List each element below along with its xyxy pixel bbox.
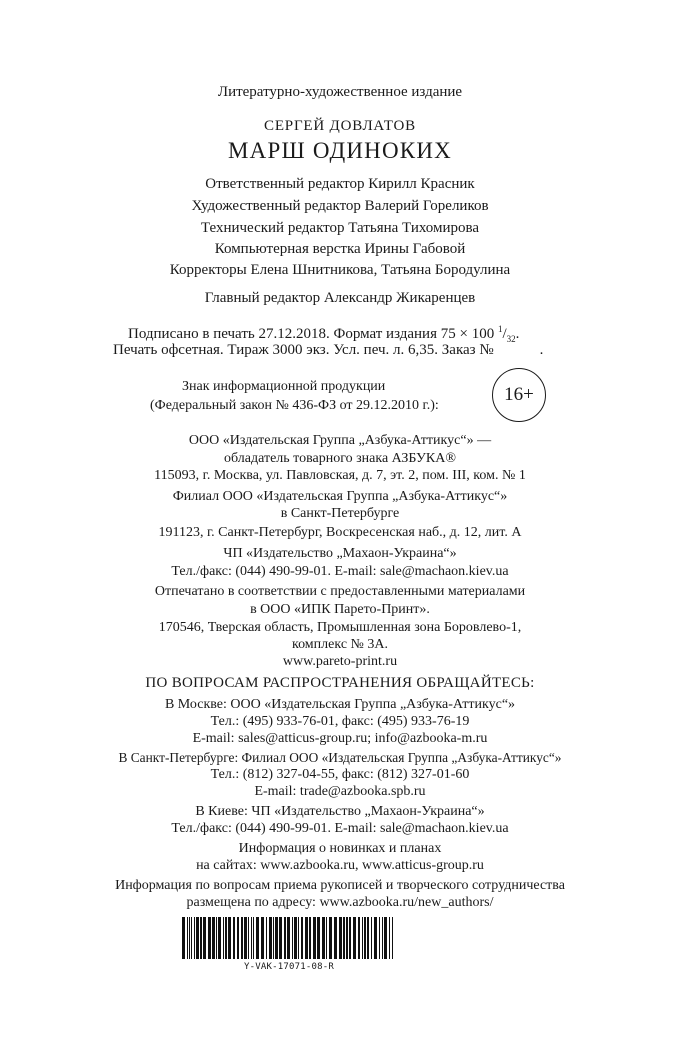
news-line: Информация о новинках и планах bbox=[238, 841, 442, 856]
spb-line: В Санкт-Петербурге: Филиал ООО «Издательская Группа „Азбука-Аттикус“» bbox=[118, 750, 562, 765]
kiev-line: В Киеве: ЧП «Издательство „Махаон-Украина“» bbox=[195, 804, 485, 819]
print-info-text: Печать офсетная. Тираж 3000 экз. Усл. печ. л. 6,35. Заказ № bbox=[113, 342, 494, 358]
info-mark-line-2: (Федеральный закон № 436-ФЗ от 29.12.2010 г.): bbox=[150, 398, 439, 413]
publisher-line: ООО «Издательская Группа „Азбука-Аттикус“» — bbox=[188, 433, 492, 448]
age-rating-text: 16+ bbox=[504, 384, 534, 405]
credit-line: Технический редактор Татьяна Тихомирова bbox=[200, 220, 480, 236]
printer-line: Отпечатано в соответствии с предоставленными материалами bbox=[154, 584, 526, 599]
print-info-line-2: Печать офсетная. Тираж 3000 экз. Усл. печ. л. 6,35. Заказ № . bbox=[113, 342, 544, 358]
ukraine-line: ЧП «Издательство „Махаон-Украина“» bbox=[223, 546, 457, 561]
moscow-line: E-mail: sales@atticus-group.ru; info@azbooka-m.ru bbox=[192, 731, 488, 746]
distribution-heading: ПО ВОПРОСАМ РАСПРОСТРАНЕНИЯ ОБРАЩАЙТЕСЬ: bbox=[145, 675, 535, 691]
fraction-numerator: 1 bbox=[497, 324, 503, 334]
spb-line: E-mail: trade@azbooka.spb.ru bbox=[254, 784, 426, 799]
spb-line: Тел.: (812) 327-04-55, факс: (812) 327-01-60 bbox=[210, 767, 470, 782]
info-mark-line-1: Знак информационной продукции bbox=[182, 379, 386, 394]
printer-website: www.pareto-print.ru bbox=[282, 654, 398, 669]
book-title: МАРШ ОДИНОКИХ bbox=[228, 138, 452, 163]
branch-line: Филиал ООО «Издательская Группа „Азбука-Аттикус“» bbox=[172, 489, 508, 504]
credit-line: Художественный редактор Валерий Гореликов bbox=[191, 198, 489, 214]
moscow-line: Тел.: (495) 933-76-01, факс: (495) 933-76-19 bbox=[210, 714, 470, 729]
branch-line: в Санкт-Петербурге bbox=[280, 506, 400, 521]
credit-line: Ответственный редактор Кирилл Красник bbox=[205, 176, 475, 192]
edition-type: Литературно-художественное издание bbox=[217, 84, 463, 100]
print-info-text: Подписано в печать 27.12.2018. Формат издания 75 × 100 bbox=[128, 326, 495, 342]
printer-line: комплекс № 3А. bbox=[291, 637, 388, 652]
printer-line: в ООО «ИПК Парето-Принт». bbox=[250, 602, 430, 617]
format-fraction: $^1/_{32}$. bbox=[497, 324, 520, 344]
publisher-line: 115093, г. Москва, ул. Павловская, д. 7, эт. 2, пом. III, ком. № 1 bbox=[154, 468, 526, 483]
barcode-code: Y-VAK-17071-08-R bbox=[244, 962, 334, 972]
manuscripts-line: Информация по вопросам приема рукописей и творческого сотрудничества bbox=[115, 878, 565, 893]
moscow-line: В Москве: ООО «Издательская Группа „Азбука-Аттикус“» bbox=[164, 697, 516, 712]
publisher-line: обладатель товарного знака АЗБУКА® bbox=[224, 451, 456, 466]
credit-line: Компьютерная верстка Ирины Габовой bbox=[214, 241, 466, 257]
printer-line: 170546, Тверская область, Промышленная зона Боровлево-1, bbox=[158, 620, 522, 635]
branch-line: 191123, г. Санкт-Петербург, Воскресенская наб., д. 12, лит. А bbox=[158, 525, 522, 540]
fraction-denominator: 32 bbox=[506, 334, 516, 344]
credit-line: Корректоры Елена Шнитникова, Татьяна Бородулина bbox=[169, 262, 511, 278]
author-name: СЕРГЕЙ ДОВЛАТОВ bbox=[264, 118, 416, 134]
news-line: на сайтах: www.azbooka.ru, www.atticus-group.ru bbox=[196, 858, 484, 873]
manuscripts-line: размещена по адресу: www.azbooka.ru/new_authors/ bbox=[186, 895, 494, 910]
chief-editor: Главный редактор Александр Жикаренцев bbox=[204, 290, 476, 306]
ukraine-line: Тел./факс: (044) 490-99-01. E-mail: sale@machaon.kiev.ua bbox=[171, 564, 509, 579]
age-rating-badge bbox=[492, 368, 546, 422]
kiev-line: Тел./факс: (044) 490-99-01. E-mail: sale@machaon.kiev.ua bbox=[171, 821, 509, 836]
barcode-icon bbox=[182, 917, 396, 959]
